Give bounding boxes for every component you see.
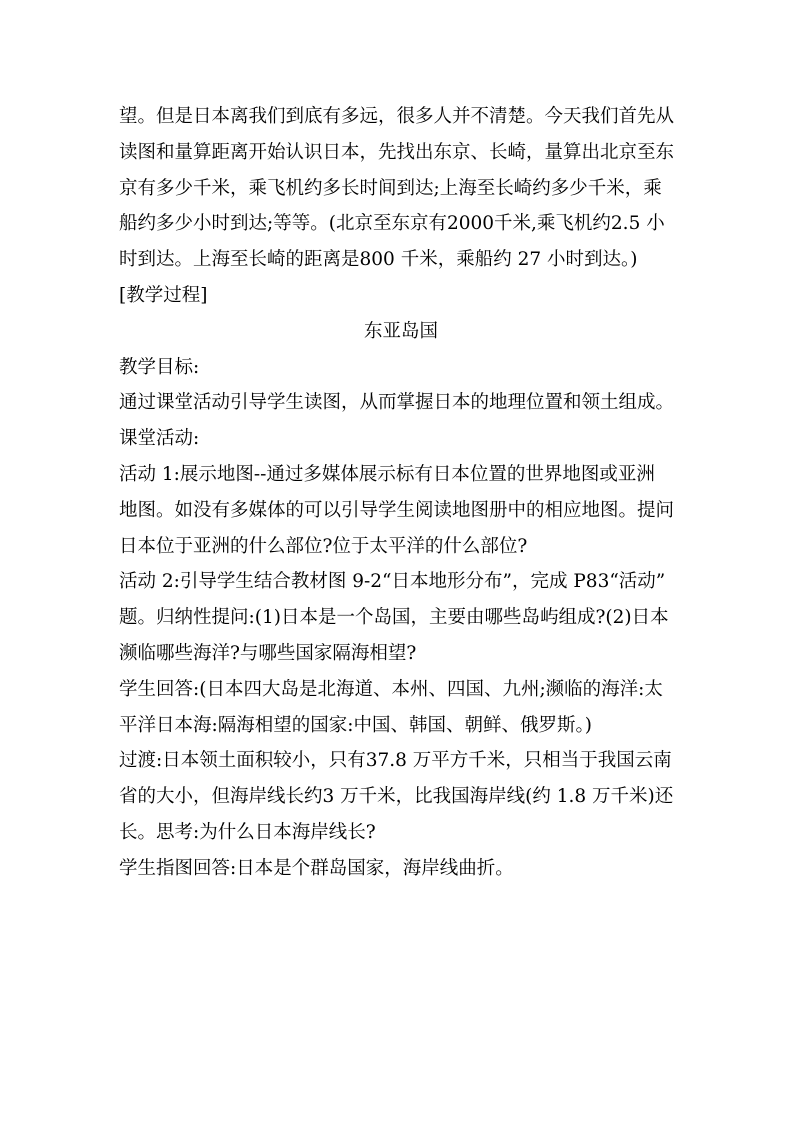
teaching-goal-heading: 教学目标:	[119, 356, 200, 378]
section-title: 东亚岛国	[363, 320, 438, 342]
paragraph-line: 过渡:日本领土面积较小，只有37.8 万平方千米，只相当于我国云南	[119, 750, 672, 772]
paragraph-line: 题。归纳性提问:(1)日本是一个岛国，主要由哪些岛屿组成?(2)日本	[119, 607, 669, 629]
paragraph-line: 长。思考:为什么日本海岸线长?	[119, 821, 376, 843]
paragraph-line: 京有多少千米，乘飞机约多长时间到达;上海至长崎约多少千米，乘	[119, 177, 662, 199]
teaching-process-heading: [教学过程]	[119, 284, 208, 306]
paragraph-line: 省的大小，但海岸线长约3 万千米，比我国海岸线(约 1.8 万千米)还	[119, 786, 674, 808]
paragraph-line: 濒临哪些海洋?与哪些国家隔海相望?	[119, 642, 417, 664]
paragraph-line: 平洋日本海:隔海相望的国家:中国、韩国、朝鲜、俄罗斯。)	[119, 714, 592, 736]
class-activity-heading: 课堂活动:	[119, 428, 200, 450]
paragraph-line: 船约多少小时到达;等等。(北京至东京有2000千米,乘飞机约2.5 小	[119, 213, 665, 235]
paragraph-line: 日本位于亚洲的什么部位?位于太平洋的什么部位?	[119, 535, 528, 557]
paragraph-line: 活动 2:引导学生结合教材图 9-2“日本地形分布”，完成 P83“活动”	[119, 571, 666, 593]
paragraph-line: 通过课堂活动引导学生读图，从而掌握日本的地理位置和领土组成。	[119, 392, 675, 414]
paragraph-line: 学生回答:(日本四大岛是北海道、本州、四国、九州;濒临的海洋:太	[119, 678, 663, 700]
paragraph-line: 时到达。上海至长崎的距离是800 千米，乘船约 27 小时到达。)	[119, 249, 638, 271]
document-body	[119, 102, 683, 890]
paragraph-line: 地图。如没有多媒体的可以引导学生阅读地图册中的相应地图。提问	[119, 499, 675, 521]
paragraph-line: 读图和量算距离开始认识日本，先找出东京、长崎，量算出北京至东	[119, 141, 675, 163]
paragraph-line: 学生指图回答:日本是个群岛国家，海岸线曲折。	[119, 857, 514, 879]
paragraph-line: 活动 1:展示地图--通过多媒体展示标有日本位置的世界地图或亚洲	[119, 463, 655, 485]
paragraph-line: 望。但是日本离我们到底有多远，很多人并不清楚。今天我们首先从	[119, 106, 675, 127]
